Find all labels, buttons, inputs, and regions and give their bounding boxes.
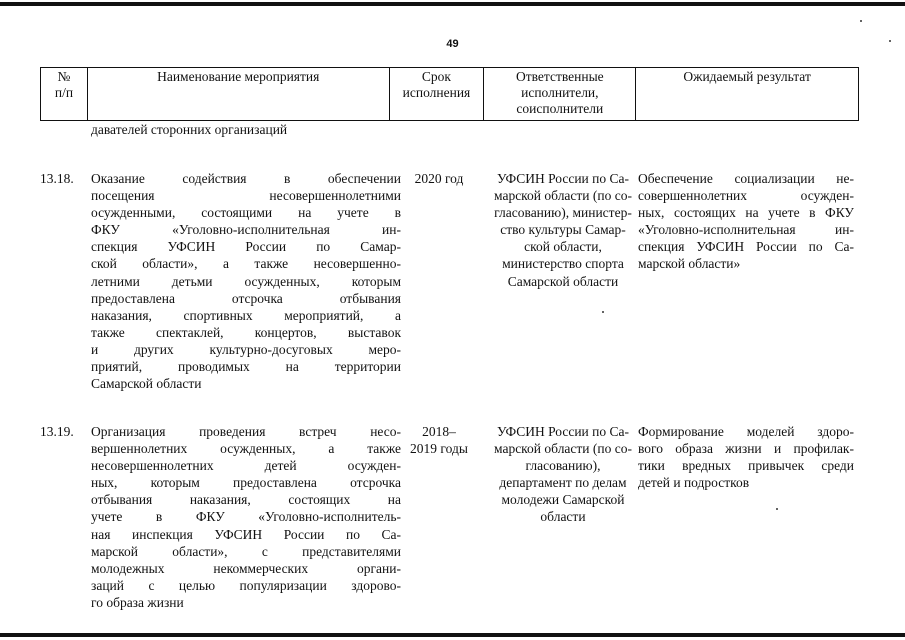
text-line: приятий, проводимых на территории (91, 359, 401, 375)
text-line: Самарской области (91, 376, 202, 392)
text-line: «Уголовно-исполнительная ин- (638, 222, 854, 238)
text-line: спекция УФСИН России по Са- (638, 239, 854, 255)
text-line: ных, состоящих на учете в ФКУ (638, 205, 854, 221)
text-line: Оказание содействия в обеспечении (91, 171, 401, 186)
text-line: гласованию), (525, 458, 601, 474)
text-line: молодежных некоммерческих органи- (91, 560, 401, 576)
text-line: несовершеннолетних детей осужден- (91, 458, 401, 474)
text-line: марской области», с представителями (91, 543, 401, 559)
row-result (638, 170, 854, 273)
page-number: 49 (446, 38, 459, 50)
text-line: Организация проведения встреч несо- (91, 424, 401, 439)
text-line: ской области, (524, 239, 602, 255)
text-line: молодежи Самарской (501, 492, 625, 508)
continued-text: давателей сторонних организаций (91, 122, 288, 137)
row-term (399, 423, 479, 457)
text-line: вого образа жизни и профилак- (638, 441, 854, 457)
text-line: УФСИН России по Са- (496, 424, 629, 439)
text-line: департамент по делам (499, 475, 627, 491)
scan-speck (860, 20, 862, 22)
text-line: ФКУ «Уголовно-исполнительная ин- (91, 222, 401, 238)
text-line: Самарской области (507, 273, 619, 289)
scan-speck (889, 40, 891, 42)
text-line: предоставлена отсрочка отбывания (91, 290, 401, 306)
row-number: 13.19. (40, 424, 74, 439)
text-line: министерство спорта (502, 256, 624, 272)
text-line: 2020 год (414, 171, 464, 186)
text-line: тики вредных привычек среди (638, 458, 854, 474)
row-term (399, 170, 479, 187)
text-line: марской области (по со- (494, 441, 632, 457)
text-line: ных, которым предоставлена отсрочка (91, 475, 401, 491)
text-line: гласованию), министер- (494, 205, 632, 221)
header-col-responsible: Ответственные исполнители, соисполнители (484, 68, 636, 121)
text-line: и других культурно-досуговых меро- (91, 341, 401, 357)
row-title (91, 423, 401, 611)
header-col-result: Ожидаемый результат (636, 68, 859, 121)
text-line: осужденными, состоящими на учете в (91, 205, 401, 221)
text-line: вершеннолетних осужденных, а также (91, 441, 401, 457)
header-col-name: Наименование мероприятия (87, 68, 389, 121)
row-responsible (493, 423, 633, 526)
text-line: Обеспечение социализации не- (638, 171, 854, 186)
text-line: детей и подростков (638, 475, 750, 491)
text-line: 2019 годы (410, 441, 468, 457)
text-line: области (540, 509, 586, 525)
row-responsible (493, 170, 633, 290)
row-title (91, 170, 401, 392)
text-line: спекция УФСИН России по Самар- (91, 239, 401, 255)
row-result (638, 423, 854, 491)
text-line: Формирование моделей здоро- (638, 424, 854, 439)
text-line: марской области» (638, 256, 741, 272)
text-line: ской области», а также несовершенно- (91, 256, 401, 272)
text-line: совершеннолетних осужден- (638, 188, 854, 204)
text-line: 2018– (422, 424, 456, 439)
text-line: отбывания наказания, состоящих на (91, 492, 401, 508)
text-line: марской области (по со- (494, 188, 632, 204)
top-border-rule (0, 2, 905, 6)
text-line: наказания, спортивных мероприятий, а (91, 307, 401, 323)
text-line: заций с целью популяризации здорово- (91, 577, 401, 593)
text-line: учете в ФКУ «Уголовно-исполнитель- (91, 509, 401, 525)
text-line: го образа жизни (91, 594, 184, 610)
table-header (40, 67, 859, 121)
scan-speck (602, 311, 604, 313)
scan-speck (776, 508, 778, 510)
text-line: летними детьми осужденных, которым (91, 273, 401, 289)
text-line: посещения несовершеннолетними (91, 188, 401, 204)
text-line: также спектаклей, концертов, выставок (91, 324, 401, 340)
header-col-number: № п/п (41, 68, 88, 121)
row-number: 13.18. (40, 171, 74, 186)
text-line: УФСИН России по Са- (496, 171, 629, 186)
bottom-border-rule (0, 633, 905, 637)
text-line: ная инспекция УФСИН России по Са- (91, 526, 401, 542)
text-line: ство культуры Самар- (500, 222, 626, 238)
header-col-term: Срок исполнения (389, 68, 484, 121)
